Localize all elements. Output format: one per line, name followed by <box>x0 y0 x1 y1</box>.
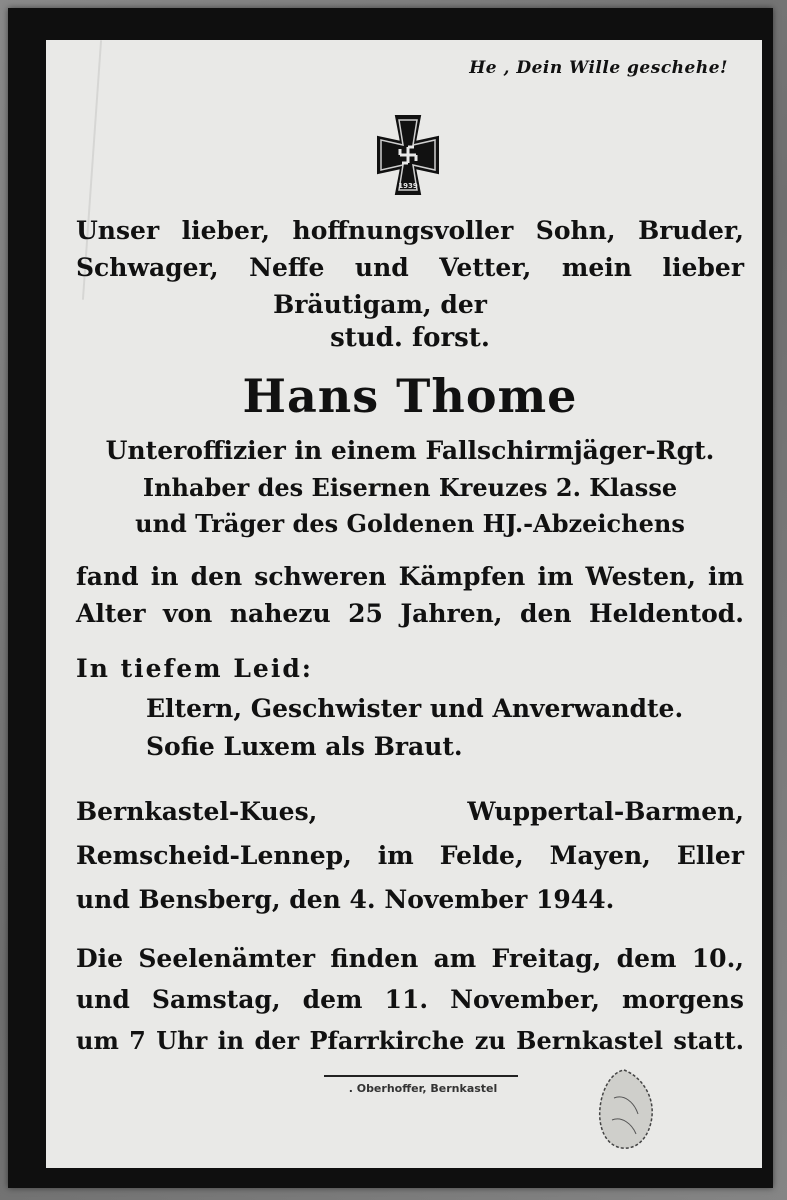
places-line: Remscheid-Lennep, im Felde, Mayen, Eller <box>76 841 744 870</box>
death-line: Alter von nahezu 25 Jahren, den Heldentod. <box>76 599 744 628</box>
honors <box>76 470 744 542</box>
services-notice <box>76 938 744 1061</box>
services-line: Die Seelenämter finden am Freitag, dem 10., <box>76 944 744 973</box>
death-notice <box>76 558 744 632</box>
cross-year: 1939 <box>398 182 418 190</box>
mourning-card-border <box>8 8 773 1188</box>
places-line: und Bensberg, den 4. November 1944. <box>76 885 615 914</box>
academic-title: stud. forst. <box>330 323 490 353</box>
mourner-line: Eltern, Geschwister und Anverwandte. <box>146 694 684 723</box>
motto: He , Dein Wille geschehe! <box>469 58 728 78</box>
military-rank: Unteroffizier in einem Fallschirmjäger-Rgt. <box>105 436 715 465</box>
mourners <box>146 690 746 766</box>
paper-stain <box>594 1068 658 1152</box>
places-and-date <box>76 790 744 922</box>
deceased-name: Hans Thome <box>242 369 578 423</box>
mourner-line: Sofie Luxem als Braut. <box>146 732 463 761</box>
intro-text <box>76 212 744 323</box>
honors-line: Inhaber des Eisernen Kreuzes 2. Klasse <box>142 473 678 502</box>
intro-line: Schwager, Neffe und Vetter, mein lieber <box>76 253 744 282</box>
services-line: und Samstag, dem 11. November, morgens <box>76 985 744 1014</box>
printer-imprint: . Oberhoffer, Bernkastel <box>348 1082 498 1095</box>
death-line: fand in den schweren Kämpfen im Westen, im <box>76 562 744 591</box>
grief-heading: In tiefem Leid: <box>76 654 314 683</box>
places-line: Bernkastel-Kues, Wuppertal-Barmen, <box>76 797 744 826</box>
divider <box>324 1075 518 1077</box>
intro-line: Bräutigam, der <box>273 290 487 319</box>
iron-cross-icon <box>358 112 458 198</box>
intro-line: Unser lieber, hoffnungsvoller Sohn, Bruder, <box>76 216 744 245</box>
honors-line: und Träger des Goldenen HJ.-Abzeichens <box>135 509 685 538</box>
services-line: um 7 Uhr in der Pfarrkirche zu Bernkastel statt. <box>76 1026 744 1055</box>
mourning-card <box>46 40 762 1168</box>
